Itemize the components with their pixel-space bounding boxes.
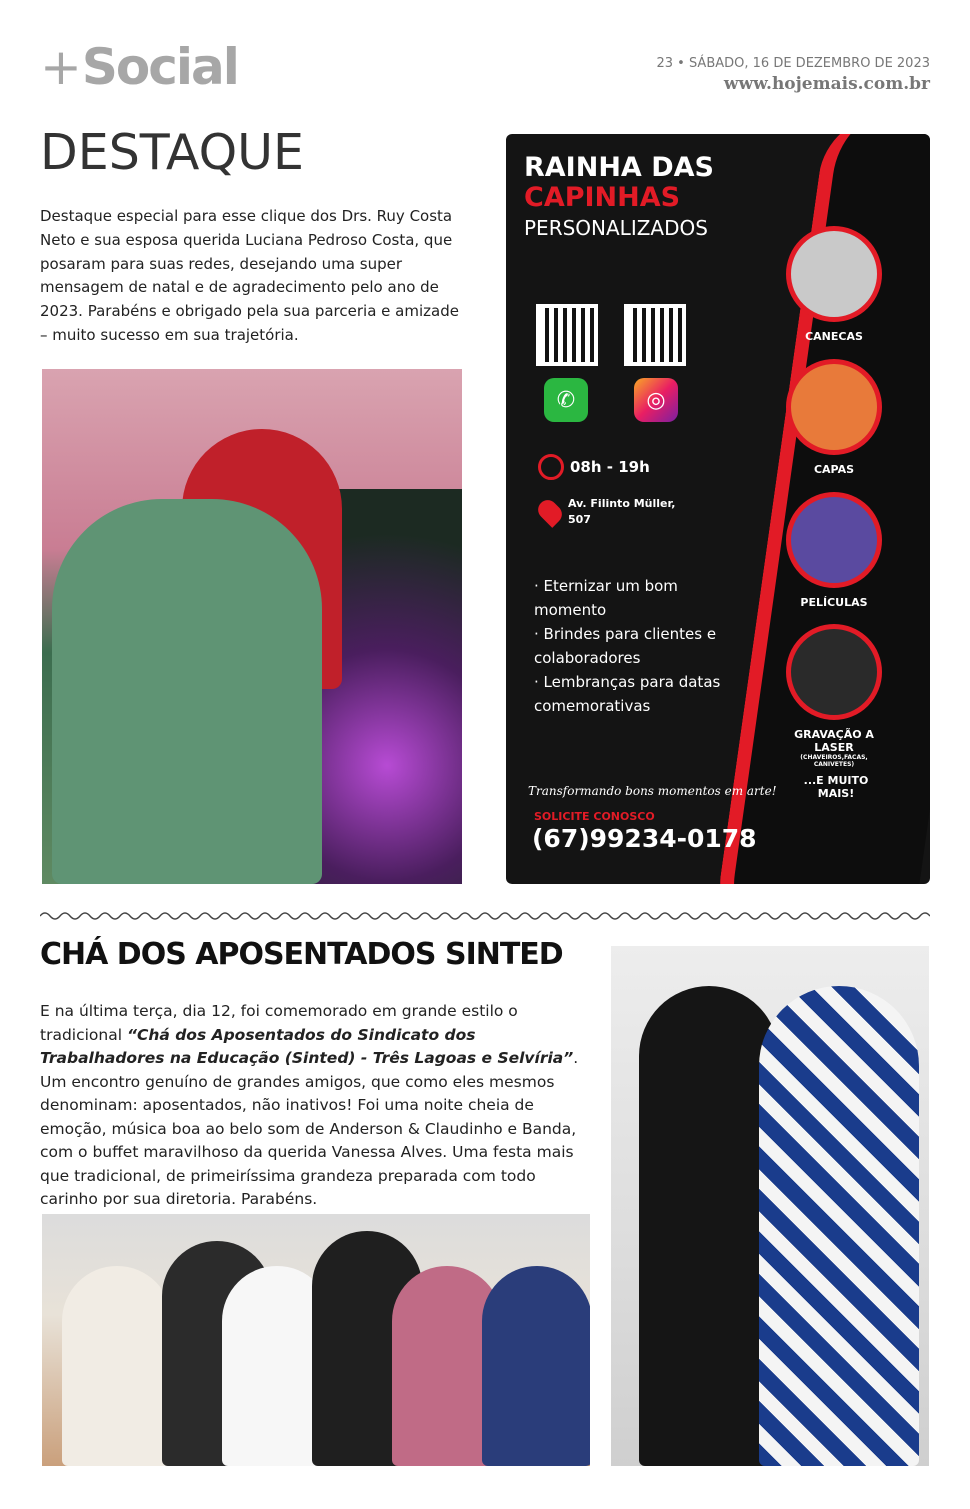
advertisement — [506, 134, 930, 884]
ad-bullet: · Eternizar um bom momento — [534, 577, 678, 619]
woman-black-dress — [639, 986, 779, 1466]
group-photo — [42, 1214, 590, 1466]
ad-title-2: CAPINHAS — [524, 182, 681, 213]
screen-protector-image — [786, 492, 882, 588]
wavy-divider — [40, 908, 930, 924]
ad-hours-text: 08h - 19h — [570, 458, 650, 476]
mug-image — [786, 226, 882, 322]
ad-phone[interactable]: (67)99234-0178 — [532, 824, 757, 853]
ad-bullets — [534, 574, 744, 718]
laser-engraving-image — [786, 624, 882, 720]
cha-text-end: . Um encontro genuíno de grandes amigos, que como eles mesmos denominam: aposentados, não inativos! Foi uma noite cheia de emoção, música boa ao belo som de Anderson & Claudinho e Banda, com o buffet maravilhoso da querida Vanessa Alves. Uma festa mais que tradicional, de primeiríssima grandeza preparada com todo carinho por sua diretoria. Parabéns. — [40, 1049, 579, 1208]
destaque-text: Destaque especial para esse clique dos Drs. Ruy Costa Neto e sua esposa querida Luciana Pedroso Costa, que posaram para suas redes, desejando uma super mensagem de natal e de agradecimento pelo ano de 2023. Parabéns e obrigado pela sua parceria e amizade – muito sucesso em sua trajetória. — [40, 207, 459, 344]
ad-title-1: RAINHA DAS — [524, 152, 714, 183]
product-capas — [784, 359, 884, 476]
product-label: PELÍCULAS — [800, 596, 868, 609]
person-figure — [482, 1266, 590, 1466]
section-title-destaque: DESTAQUE — [40, 124, 304, 181]
product-sublabel: (CHAVEIROS,FACAS, CANIVETES) — [800, 754, 868, 768]
cha-text-start: E na última terça, dia 12, foi comemorado em grande estilo o tradicional — [40, 1002, 518, 1044]
location-pin-icon — [534, 496, 566, 528]
product-canecas — [784, 226, 884, 343]
two-women-photo — [611, 946, 929, 1466]
product-gravacao — [784, 624, 884, 768]
ad-bullet: · Brindes para clientes e colaboradores — [534, 625, 717, 667]
logo-plus: + — [40, 38, 80, 96]
phone-case-image — [786, 359, 882, 455]
ad-hours — [538, 454, 650, 480]
ad-tagline: Transformando bons momentos em arte! — [528, 784, 777, 798]
ad-cta: SOLICITE CONOSCO — [534, 810, 655, 823]
product-label: GRAVAÇÃO A LASER — [794, 728, 874, 754]
ad-more: ...E MUITO MAIS! — [803, 774, 869, 800]
ad-title-3: PERSONALIZADOS — [524, 216, 708, 240]
clock-icon — [538, 454, 564, 480]
product-peliculas — [784, 492, 884, 609]
cha-text-emphasis: “Chá dos Aposentados do Sindicato dos Trabalhadores na Educação (Sinted) - Três Lagoas e Selvíria” — [40, 1025, 574, 1067]
ad-address-line1: Av. Filinto Müller, — [568, 497, 676, 510]
ad-address — [538, 496, 675, 528]
ad-address-line2: 507 — [568, 513, 591, 526]
product-label: CAPAS — [813, 463, 855, 476]
logo-text: Social — [81, 38, 238, 96]
ad-bullet: · Lembranças para datas comemorativas — [534, 673, 721, 715]
cha-text — [40, 1000, 595, 1212]
whatsapp-icon[interactable]: ✆ — [544, 378, 588, 422]
instagram-icon[interactable]: ◎ — [634, 378, 678, 422]
date-line: 23 • SÁBADO, 16 DE DEZEMBRO DE 2023 — [656, 56, 930, 71]
qr-code-icon[interactable] — [536, 304, 598, 366]
qr-code-icon[interactable] — [624, 304, 686, 366]
person-figure — [62, 1266, 172, 1466]
product-label: CANECAS — [805, 330, 863, 343]
section-logo — [40, 38, 238, 96]
woman-figure — [52, 499, 322, 884]
couple-christmas-photo — [42, 369, 462, 884]
site-link[interactable]: www.hojemais.com.br — [723, 74, 930, 94]
woman-blue-dress — [759, 986, 919, 1466]
section-title-cha: CHÁ DOS APOSENTADOS SINTED — [40, 937, 563, 972]
